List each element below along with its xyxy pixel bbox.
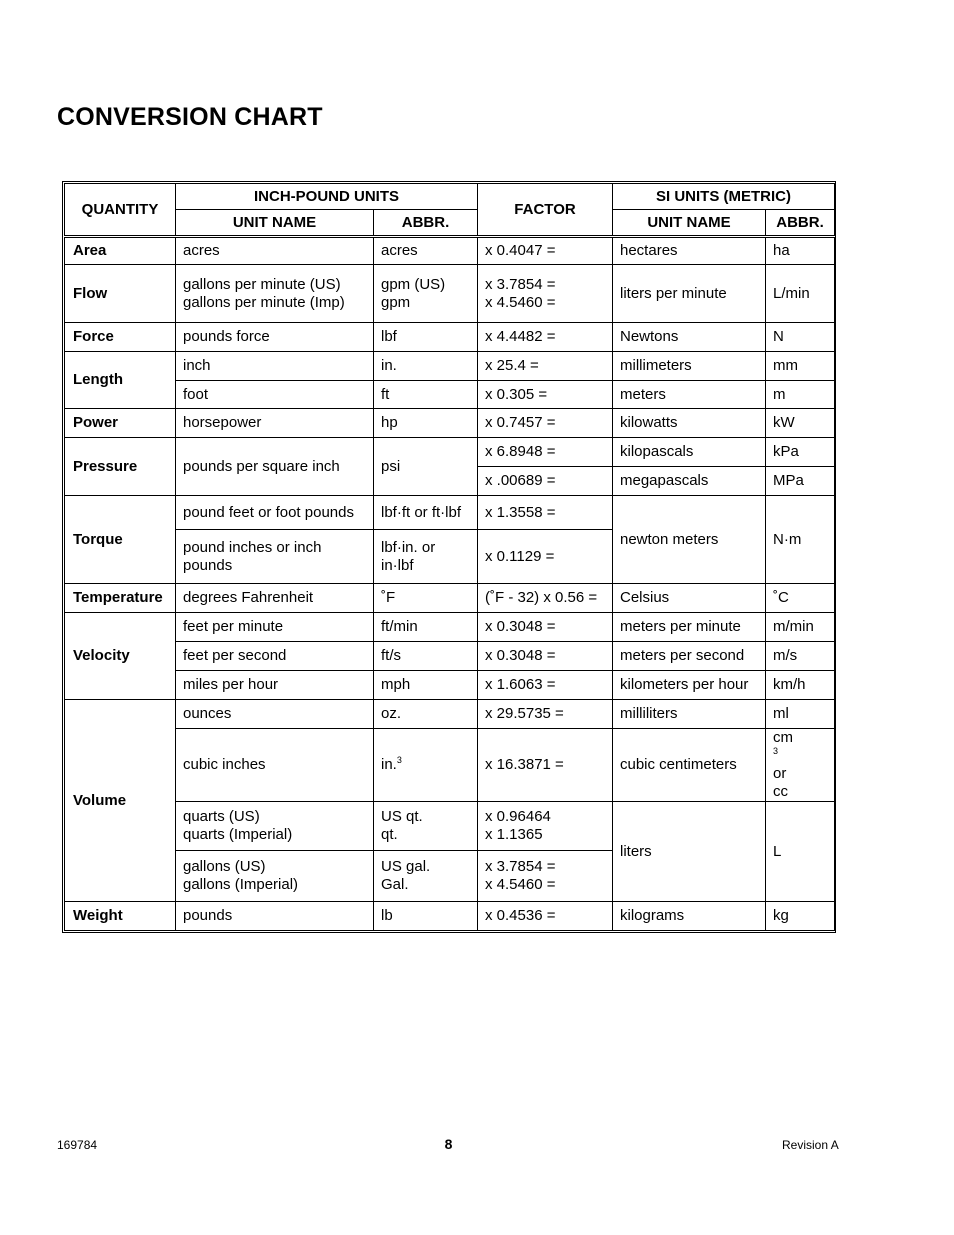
quantity-cell: Length <box>65 352 176 409</box>
unit-cell: feet per second <box>176 642 374 671</box>
si-abbr-line <box>773 729 828 783</box>
abbr-text: in. <box>381 756 397 773</box>
si-abbr-cell: ha <box>766 237 835 265</box>
unit-line: pound inches or inch <box>183 538 322 556</box>
table-row <box>65 613 835 642</box>
si-abbr-line: cc <box>773 783 788 800</box>
table-row <box>65 902 835 931</box>
page-number: 8 <box>444 1136 453 1152</box>
si-unit-cell: hectares <box>613 237 766 265</box>
si-unit-cell: meters per second <box>613 642 766 671</box>
header-si-unit-name: UNIT NAME <box>613 210 766 237</box>
factor-cell: (˚F - 32) x 0.56 = <box>478 584 613 613</box>
si-unit-cell: kilometers per hour <box>613 671 766 700</box>
factor-cell: x 6.8948 = <box>478 438 613 467</box>
factor-cell <box>478 851 613 902</box>
unit-cell: pound feet or foot pounds <box>176 496 374 530</box>
quantity-cell: Pressure <box>65 438 176 496</box>
conversion-table-frame <box>62 181 836 933</box>
factor-line: x 3.7854 = <box>485 275 556 293</box>
page-title: CONVERSION CHART <box>57 103 323 131</box>
abbr-cell <box>374 802 478 851</box>
si-unit-cell: kilograms <box>613 902 766 931</box>
abbr-line: qt. <box>381 826 398 843</box>
si-unit-cell: Newtons <box>613 323 766 352</box>
si-abbr-cell: MPa <box>766 467 835 496</box>
si-abbr-cell: mm <box>766 352 835 381</box>
unit-line: gallons per minute (US) <box>183 275 341 293</box>
si-abbr-cell: kPa <box>766 438 835 467</box>
header-quantity: QUANTITY <box>65 184 176 237</box>
unit-line: gallons (Imperial) <box>183 876 299 893</box>
table-row <box>65 671 835 700</box>
factor-cell: x 29.5735 = <box>478 700 613 729</box>
si-abbr-cell: m/min <box>766 613 835 642</box>
document-number: 169784 <box>57 1138 98 1152</box>
abbr-cell <box>374 851 478 902</box>
abbr-line: US gal. <box>381 858 431 875</box>
quantity-cell: Velocity <box>65 613 176 700</box>
si-unit-cell: meters per minute <box>613 613 766 642</box>
abbr-cell: lbf <box>374 323 478 352</box>
unit-line: gallons per minute (Imp) <box>183 293 345 311</box>
abbr-line: Gal. <box>381 876 409 893</box>
table-row <box>65 381 835 409</box>
factor-cell: x 1.3558 = <box>478 496 613 530</box>
si-unit-cell: liters per minute <box>613 265 766 323</box>
conversion-table <box>64 183 835 931</box>
factor-cell: x 0.4047 = <box>478 237 613 265</box>
factor-cell: x 0.305 = <box>478 381 613 409</box>
abbr-cell: ft/s <box>374 642 478 671</box>
unit-cell: miles per hour <box>176 671 374 700</box>
unit-line: pounds <box>183 556 233 574</box>
si-abbr-cell: km/h <box>766 671 835 700</box>
si-abbr-cell: L/min <box>766 265 835 323</box>
abbr-cell <box>374 265 478 323</box>
si-abbr-cell: ˚C <box>766 584 835 613</box>
unit-line: quarts (Imperial) <box>183 826 293 843</box>
abbr-cell: psi <box>374 438 478 496</box>
unit-cell <box>176 802 374 851</box>
si-unit-cell: kilowatts <box>613 409 766 438</box>
factor-line: x 3.7854 = <box>485 858 556 875</box>
abbr-line: gpm <box>381 293 411 311</box>
factor-cell: x 0.4536 = <box>478 902 613 931</box>
superscript: 3 <box>773 746 779 756</box>
table-row <box>65 352 835 381</box>
factor-cell <box>478 802 613 851</box>
unit-cell: horsepower <box>176 409 374 438</box>
abbr-line: in·lbf <box>381 556 414 574</box>
factor-cell: x .00689 = <box>478 467 613 496</box>
factor-cell: x 4.4482 = <box>478 323 613 352</box>
si-abbr-cell: ml <box>766 700 835 729</box>
header-row-bottom <box>65 210 835 237</box>
header-abbr: ABBR. <box>374 210 478 237</box>
table-row <box>65 265 835 323</box>
si-unit-cell: millimeters <box>613 352 766 381</box>
si-unit-cell: cubic centimeters <box>613 729 766 802</box>
si-abbr-text: or <box>773 765 787 782</box>
abbr-cell: oz. <box>374 700 478 729</box>
factor-cell: x 0.3048 = <box>478 613 613 642</box>
abbr-cell: mph <box>374 671 478 700</box>
abbr-cell: hp <box>374 409 478 438</box>
quantity-cell: Temperature <box>65 584 176 613</box>
header-inch-pound-units: INCH-POUND UNITS <box>176 184 478 210</box>
unit-cell: acres <box>176 237 374 265</box>
si-unit-cell: Celsius <box>613 584 766 613</box>
factor-cell <box>478 265 613 323</box>
si-abbr-cell: N <box>766 323 835 352</box>
abbr-cell <box>374 729 478 802</box>
header-row-top <box>65 184 835 210</box>
abbr-line: lbf·in. or <box>381 538 436 556</box>
si-unit-cell: milliliters <box>613 700 766 729</box>
factor-cell: x 1.6063 = <box>478 671 613 700</box>
factor-cell: x 25.4 = <box>478 352 613 381</box>
unit-cell: feet per minute <box>176 613 374 642</box>
table-row <box>65 438 835 467</box>
si-unit-cell: kilopascals <box>613 438 766 467</box>
unit-cell: pounds force <box>176 323 374 352</box>
si-abbr-cell: m/s <box>766 642 835 671</box>
revision-label: Revision A <box>782 1138 839 1152</box>
unit-cell: pounds <box>176 902 374 931</box>
factor-cell: x 0.3048 = <box>478 642 613 671</box>
quantity-cell: Force <box>65 323 176 352</box>
table-row <box>65 409 835 438</box>
factor-cell: x 0.7457 = <box>478 409 613 438</box>
si-abbr-cell <box>766 729 835 802</box>
quantity-cell: Power <box>65 409 176 438</box>
si-abbr-cell: m <box>766 381 835 409</box>
abbr-cell: ˚F <box>374 584 478 613</box>
unit-cell: cubic inches <box>176 729 374 802</box>
header-factor: FACTOR <box>478 184 613 237</box>
superscript: 3 <box>396 755 402 765</box>
table-row <box>65 237 835 265</box>
abbr-cell: lbf·ft or ft·lbf <box>374 496 478 530</box>
quantity-cell: Flow <box>65 265 176 323</box>
factor-line: x 4.5460 = <box>485 293 556 311</box>
unit-cell: ounces <box>176 700 374 729</box>
unit-cell <box>176 530 374 584</box>
unit-cell <box>176 265 374 323</box>
table-row <box>65 802 835 851</box>
si-unit-cell: liters <box>613 802 766 902</box>
table-row <box>65 323 835 352</box>
unit-cell <box>176 851 374 902</box>
factor-line: x 0.96464 <box>485 808 551 825</box>
abbr-line: US qt. <box>381 808 423 825</box>
si-unit-cell: newton meters <box>613 496 766 584</box>
si-abbr-cell: N·m <box>766 496 835 584</box>
unit-cell: inch <box>176 352 374 381</box>
factor-line: x 1.1365 <box>485 826 543 843</box>
abbr-cell: acres <box>374 237 478 265</box>
quantity-cell: Area <box>65 237 176 265</box>
factor-cell: x 16.3871 = <box>478 729 613 802</box>
abbr-cell: ft/min <box>374 613 478 642</box>
abbr-line: gpm (US) <box>381 275 446 293</box>
table-row <box>65 584 835 613</box>
table-row <box>65 642 835 671</box>
abbr-cell <box>374 530 478 584</box>
si-abbr-cell: kW <box>766 409 835 438</box>
quantity-cell: Weight <box>65 902 176 931</box>
si-abbr-text: cm <box>773 729 793 746</box>
header-unit-name: UNIT NAME <box>176 210 374 237</box>
quantity-cell: Torque <box>65 496 176 584</box>
si-abbr-cell: L <box>766 802 835 902</box>
si-abbr-cell: kg <box>766 902 835 931</box>
table-row <box>65 496 835 530</box>
unit-line: gallons (US) <box>183 858 266 875</box>
table-row <box>65 729 835 802</box>
unit-cell: degrees Fahrenheit <box>176 584 374 613</box>
unit-cell: pounds per square inch <box>176 438 374 496</box>
unit-cell: foot <box>176 381 374 409</box>
abbr-cell: ft <box>374 381 478 409</box>
header-si-units: SI UNITS (METRIC) <box>613 184 835 210</box>
factor-cell: x 0.1129 = <box>478 530 613 584</box>
table-row <box>65 700 835 729</box>
si-unit-cell: megapascals <box>613 467 766 496</box>
abbr-cell: lb <box>374 902 478 931</box>
quantity-cell: Volume <box>65 700 176 902</box>
header-si-abbr: ABBR. <box>766 210 835 237</box>
si-unit-cell: meters <box>613 381 766 409</box>
abbr-cell: in. <box>374 352 478 381</box>
unit-line: quarts (US) <box>183 808 260 825</box>
factor-line: x 4.5460 = <box>485 876 556 893</box>
